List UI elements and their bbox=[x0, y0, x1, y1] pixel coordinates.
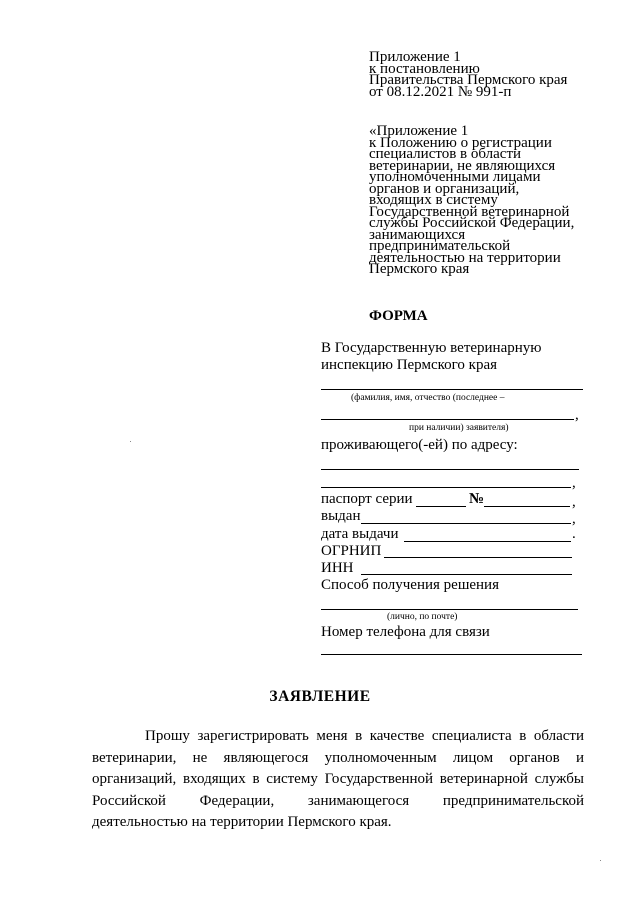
statement-body bbox=[92, 726, 584, 834]
appendix-line: службы Российской Федерации, bbox=[369, 215, 575, 231]
statement-paragraph: Прошу зарегистрировать меня в качестве специалиста в области ветеринарии, не являющегося уполномоченным лицом органов и организаций, входящих в систему Государственной ветеринарной службы Российской Федерации, занимающегося предпринимательской деятельностью на территории Пермского края. bbox=[92, 728, 584, 830]
appendix-line: Государственной ветеринарной bbox=[369, 203, 570, 220]
appendix-line: ветеринарии, не являющихся bbox=[369, 157, 556, 174]
fio-field-line-2[interactable] bbox=[321, 419, 574, 420]
header-line: Правительства Пермского края bbox=[369, 72, 568, 88]
appendix-line: специалистов в области bbox=[369, 146, 522, 162]
passport-series-label: паспорт серии bbox=[321, 491, 413, 507]
header-line: от 08.12.2021 № 991-п bbox=[369, 83, 512, 100]
fio-field-line-1[interactable] bbox=[321, 389, 583, 390]
recipient-line-2: инспекцию Пермского края bbox=[321, 357, 498, 373]
issued-label: выдан bbox=[321, 508, 361, 524]
appendix-line: входящих в систему bbox=[369, 192, 498, 208]
passport-series-field[interactable] bbox=[416, 506, 466, 507]
inn-label: ИНН bbox=[321, 560, 354, 576]
comma: , bbox=[575, 407, 579, 423]
receipt-method-field[interactable] bbox=[321, 609, 578, 610]
header-line: Приложение 1 bbox=[369, 49, 461, 65]
passport-number-label: № bbox=[469, 491, 485, 507]
recipient-line-1: В Государственную ветеринарную bbox=[321, 340, 542, 356]
ogrnip-field[interactable] bbox=[384, 557, 572, 558]
scan-speck bbox=[130, 441, 131, 442]
inn-field[interactable] bbox=[361, 574, 572, 575]
address-field-line-2[interactable] bbox=[321, 487, 571, 488]
appendix-line: деятельностью на территории bbox=[369, 249, 561, 266]
phone-field[interactable] bbox=[321, 654, 582, 655]
fio-caption-2: при наличии) заявителя) bbox=[409, 423, 509, 433]
receipt-method-caption: (лично, по почте) bbox=[387, 612, 458, 622]
address-field-line-1[interactable] bbox=[321, 469, 579, 470]
period: . bbox=[572, 526, 576, 542]
passport-number-field[interactable] bbox=[484, 506, 570, 507]
issued-by-field[interactable] bbox=[361, 523, 571, 524]
appendix-line: к Положению о регистрации bbox=[369, 134, 552, 151]
header-line: к постановлению bbox=[369, 60, 480, 77]
comma: , bbox=[572, 494, 576, 510]
issue-date-field[interactable] bbox=[404, 541, 571, 542]
comma: , bbox=[572, 475, 576, 491]
appendix-line: предпринимательской bbox=[369, 238, 511, 254]
address-label: проживающего(-ей) по адресу: bbox=[321, 437, 518, 453]
appendix-line: Пермского края bbox=[369, 261, 470, 277]
fio-caption-1: (фамилия, имя, отчество (последнее – bbox=[351, 393, 505, 403]
appendix-line: «Приложение 1 bbox=[369, 123, 469, 139]
statement-title: ЗАЯВЛЕНИЕ bbox=[269, 688, 371, 705]
ogrnip-label: ОГРНИП bbox=[321, 543, 382, 559]
appendix-line: органов и организаций, bbox=[369, 180, 520, 197]
form-label: ФОРМА bbox=[369, 308, 428, 324]
appendix-line: уполномоченными лицами bbox=[369, 169, 541, 185]
scan-speck bbox=[600, 860, 601, 861]
receipt-method-label: Способ получения решения bbox=[321, 577, 499, 593]
appendix-line: занимающихся bbox=[369, 226, 466, 243]
issue-date-label: дата выдачи bbox=[321, 526, 399, 542]
comma: , bbox=[572, 511, 576, 527]
phone-label: Номер телефона для связи bbox=[321, 624, 490, 640]
